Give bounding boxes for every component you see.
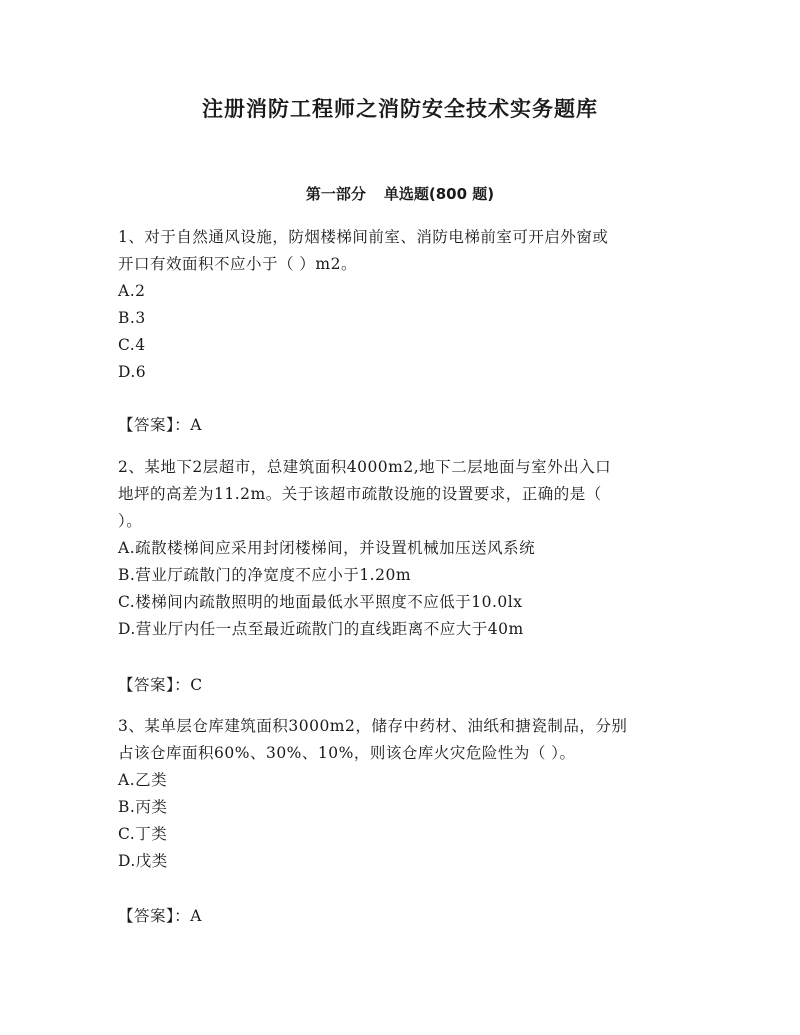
question-stem-line: ）。 — [118, 512, 143, 530]
section-heading — [0, 181, 800, 207]
answer-line — [118, 903, 688, 929]
section-part: 第一部分 — [305, 185, 366, 203]
answer-label: 【答案】： — [118, 907, 191, 925]
answer-line — [118, 672, 688, 698]
answer-label: 【答案】： — [118, 416, 191, 434]
option-a: A.2 — [118, 282, 146, 300]
option-c: C.4 — [118, 336, 146, 354]
document-title: 注册消防工程师之消防安全技术实务题库 — [202, 97, 598, 121]
answer-value: C — [190, 676, 203, 694]
option-c: C.楼梯间内疏散照明的地面最低水平照度不应低于10.0lx — [118, 593, 523, 611]
question-stem-line: 1、对于自然通风设施，防烟楼梯间前室、消防电梯前室可开启外窗或 — [118, 228, 609, 246]
option-b: B.丙类 — [118, 798, 168, 816]
question-stem-line: 2、某地下2层超市，总建筑面积4000m2,地下二层地面与室外出入口 — [118, 458, 612, 476]
section-name: 单选题(800 题) — [383, 185, 495, 203]
option-b: B.3 — [118, 309, 146, 327]
option-d: D.6 — [118, 363, 147, 381]
option-a: A.疏散楼梯间应采用封闭楼梯间，并设置机械加压送风系统 — [118, 539, 536, 557]
option-a: A.乙类 — [118, 771, 168, 789]
answer-value: A — [190, 907, 202, 925]
option-d: D.营业厅内任一点至最近疏散门的直线距离不应大于40m — [118, 620, 524, 638]
answer-label: 【答案】： — [118, 676, 191, 694]
question-stem-line: 占该仓库面积60%、30%、10%，则该仓库火灾危险性为（ ）。 — [118, 744, 576, 762]
question-stem-line: 地坪的高差为11.2m。关于该超市疏散设施的设置要求，正确的是（ — [118, 485, 602, 503]
answer-value: A — [190, 416, 202, 434]
option-b: B.营业厅疏散门的净宽度不应小于1.20m — [118, 566, 412, 584]
option-c: C.丁类 — [118, 825, 168, 843]
option-d: D.戊类 — [118, 852, 168, 870]
question-stem-line: 开口有效面积不应小于（ ）m2。 — [118, 255, 357, 273]
answer-line — [118, 412, 688, 438]
question-stem-line: 3、某单层仓库建筑面积3000m2，储存中药材、油纸和搪瓷制品，分别 — [118, 717, 628, 735]
